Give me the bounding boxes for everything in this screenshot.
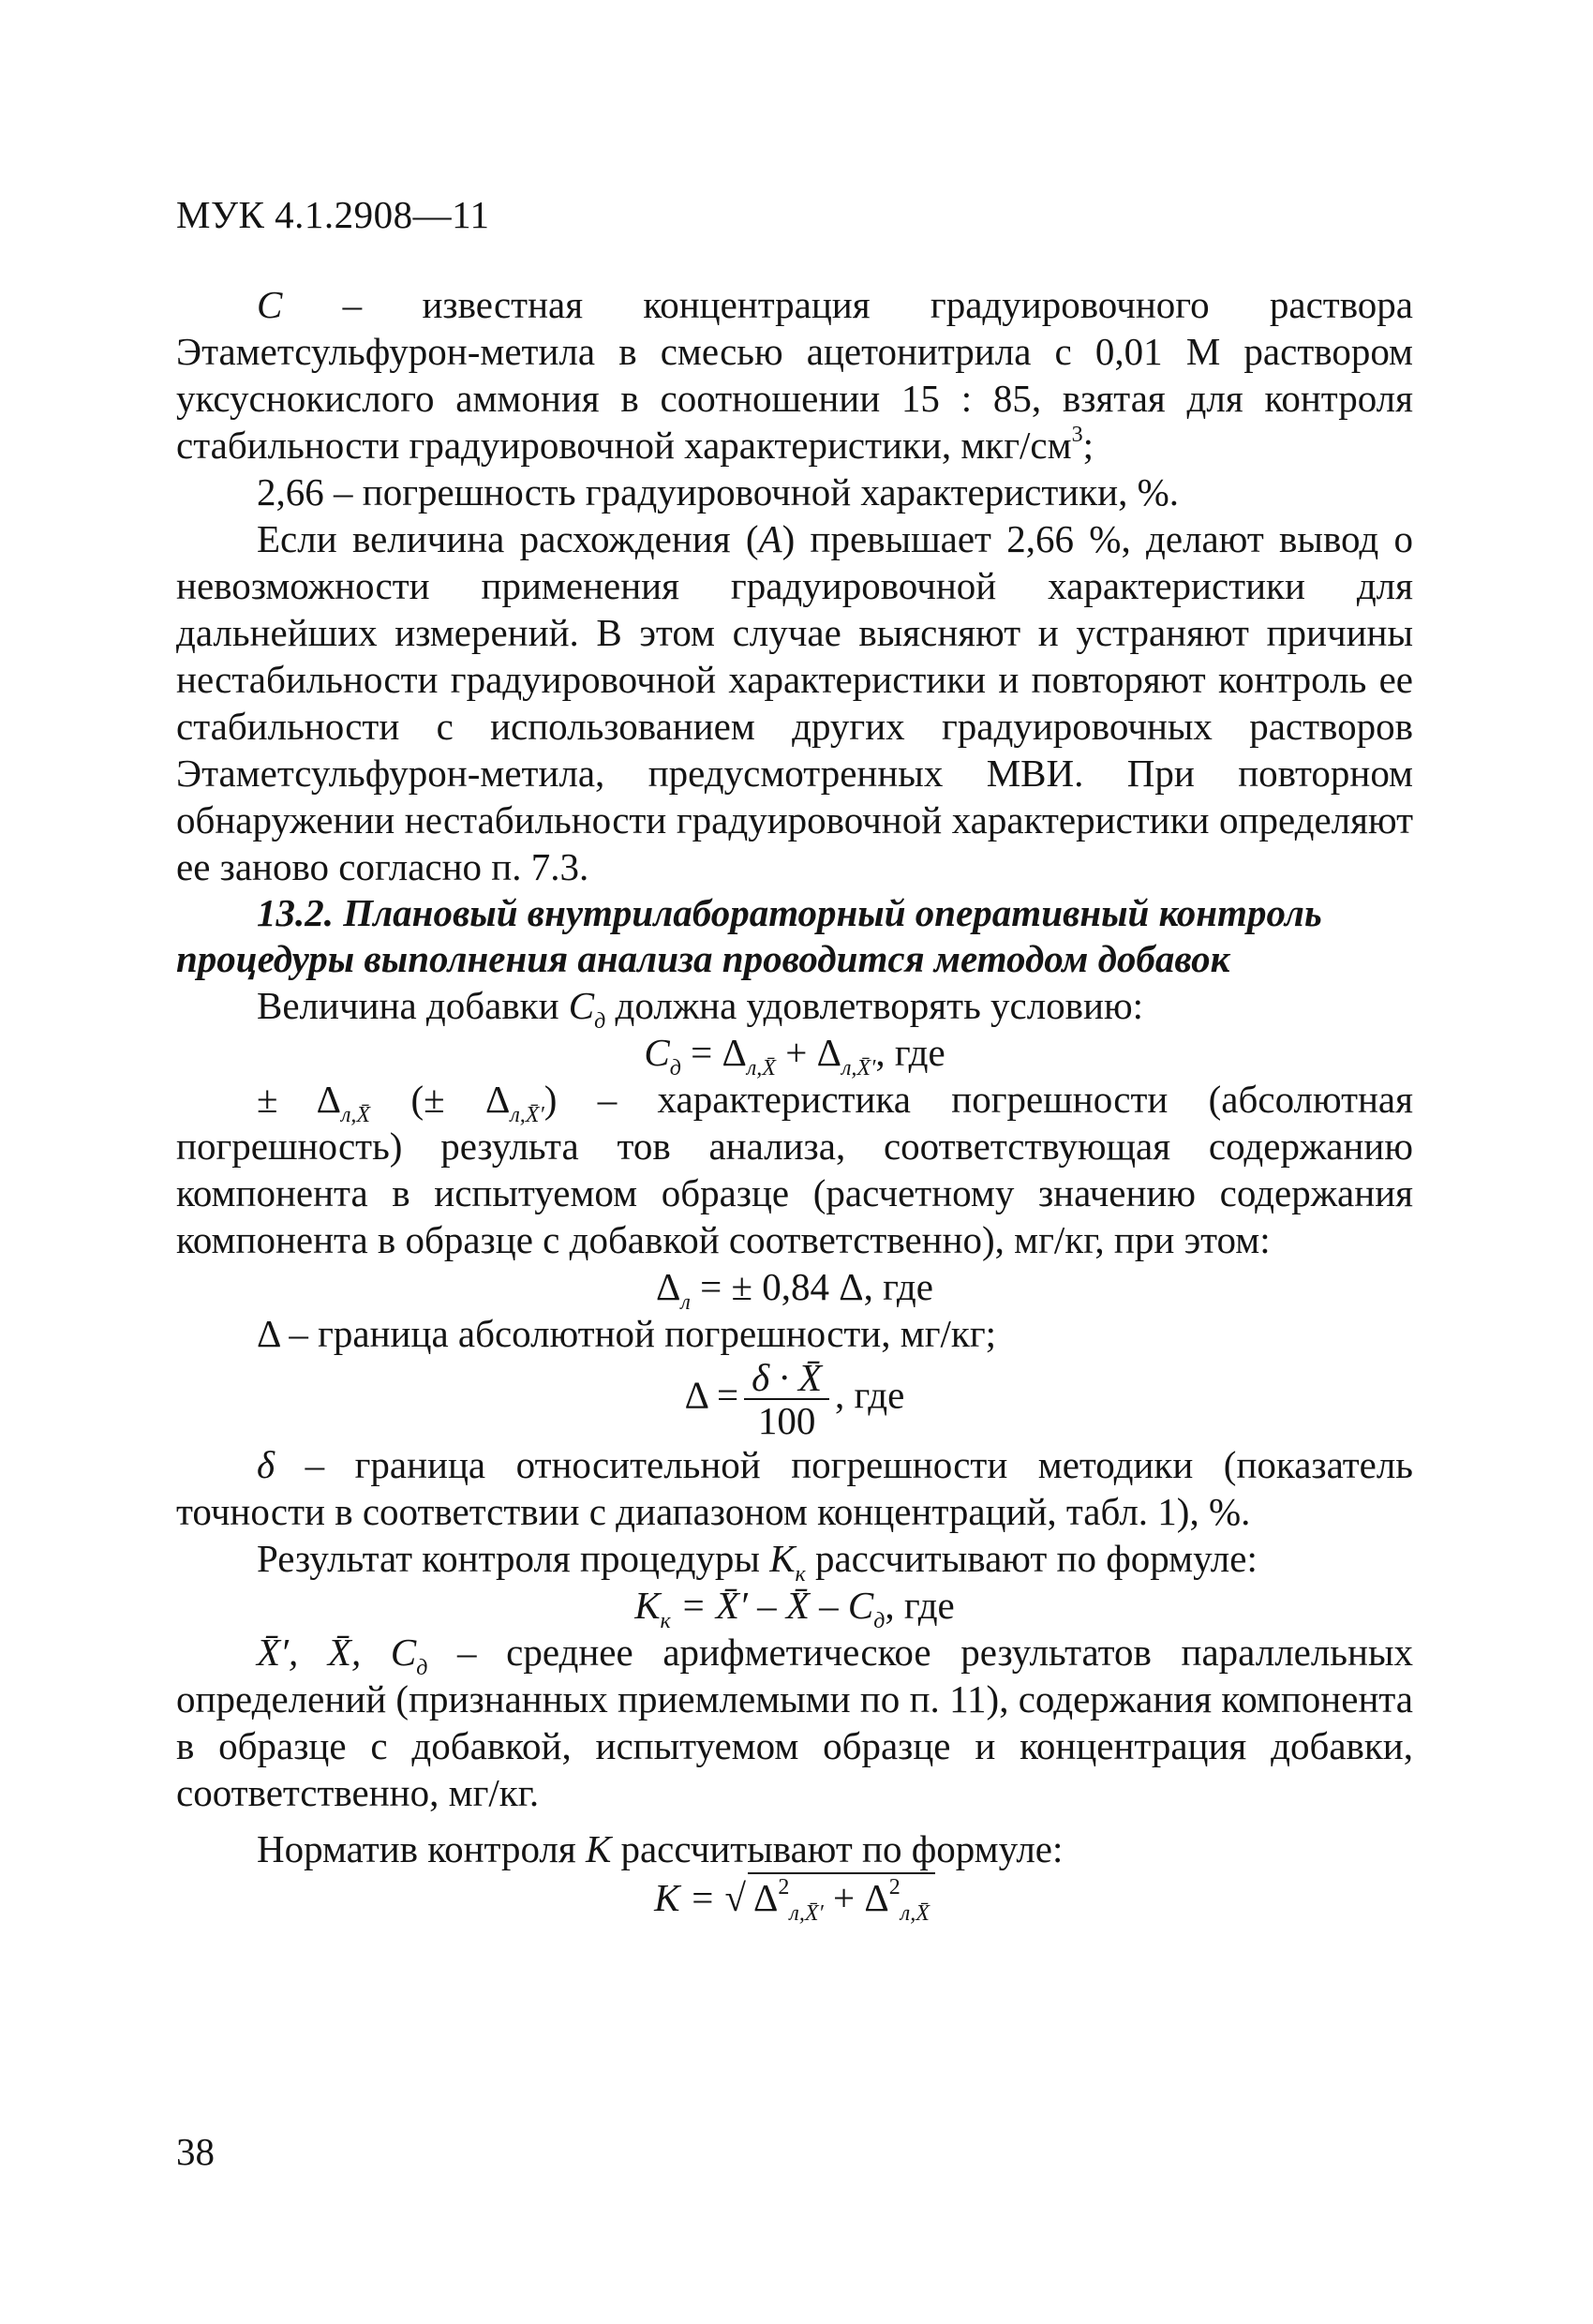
document-body [176, 281, 1414, 1926]
paragraph-discrepancy: Если величина расхождения (А) превышает 2,66 %, делают вывод о невозможности применения градуировочной характеристики для дальнейших измерений. В этом случае выясняют и устраняют причины нестабильности градуировочной характеристики и повторяют контроль ее стабильности с использованием других градуировочных растворов Этаметсульфурон-метила, предусмотренных МВИ. При повторном обнаружении нестабильности градуировочной характеристики определяют ее заново согласно п. 7.3. [176, 517, 1414, 888]
square-root: $\Delta^2_{л,X̄'} + \Delta^2_{л,X̄}$ [748, 1872, 935, 1921]
paragraph-c-definition: С – известная концентрация градуировочного раствора Этаметсульфурон-метила в смесью ацетонитрила с 0,01 М раствором уксуснокислого аммония в соотношении 15 : 85, взятая для контроля стабильности градуировочной характеристики, мкг/$см^3$; [176, 283, 1413, 467]
paragraph-result: Результат контроля процедуры $К_к$ рассчитывают по формуле: [257, 1537, 1258, 1587]
section-heading-13-2: 13.2. Плановый внутрилабораторный оперативный контроль процедуры выполнения анализа проводится методом добавок [176, 891, 1322, 980]
formula-k-norm: К = √ $\Delta^2_{л,X̄'} + \Delta^2_{л,X̄}$ [176, 1872, 1413, 1921]
symbol-c: С [257, 283, 283, 326]
formula-delta: Δ = $\frac{\delta \cdot X̄}{100}$ , где [684, 1356, 905, 1442]
paragraph-relative-error: δ – граница относительной погрешности методики (показатель точности в соответствии с диапазоном концентраций, табл. 1), %. [176, 1443, 1413, 1533]
paragraph-means: X̄′, X̄, $С_д$ – среднее арифметическое результатов параллельных определений (признанных приемлемыми по п. 11), содержания компонента в образце с добавкой, испытуемом образце и концентрация добавки, соответственно, мг/кг. [176, 1631, 1413, 1814]
page-number: 38 [176, 2130, 215, 2173]
paragraph-addition: Величина добавки $С_д$ должна удовлетворять условию: [257, 984, 1143, 1034]
document-code-header: МУК 4.1.2908—11 [176, 193, 490, 236]
paragraph-error-characteristic: ± $\Delta_{л,X̄}$ (± $\Delta_{л,X̄'}$) – характеристика погрешности (абсолютная погрешность) результа тов анализа, соответствующая содержанию компонента в испытуемом образце (расчетному значению содержания компонента в образце с добавкой соответственно), мг/кг, при этом: [176, 1078, 1413, 1261]
paragraph-norm: Норматив контроля К рассчитывают по формуле: [257, 1827, 1064, 1870]
paragraph-delta-definition: Δ – граница абсолютной погрешности, мг/кг; [257, 1312, 997, 1355]
formula-kk: $К_к$ = X̄′ – X̄ – $С_д$, где [634, 1584, 955, 1633]
formula-addition: $С_д = \Delta_{л,X̄} + \Delta_{л,X̄'}$, где [644, 1031, 945, 1080]
formula-delta-l: $\Delta_л$ = ± 0,84 Δ, где [656, 1265, 933, 1315]
fraction: $\frac{\delta \cdot X̄}{100}$ [744, 1357, 829, 1441]
paragraph-error: 2,66 – погрешность градуировочной характеристики, %. [257, 470, 1179, 514]
